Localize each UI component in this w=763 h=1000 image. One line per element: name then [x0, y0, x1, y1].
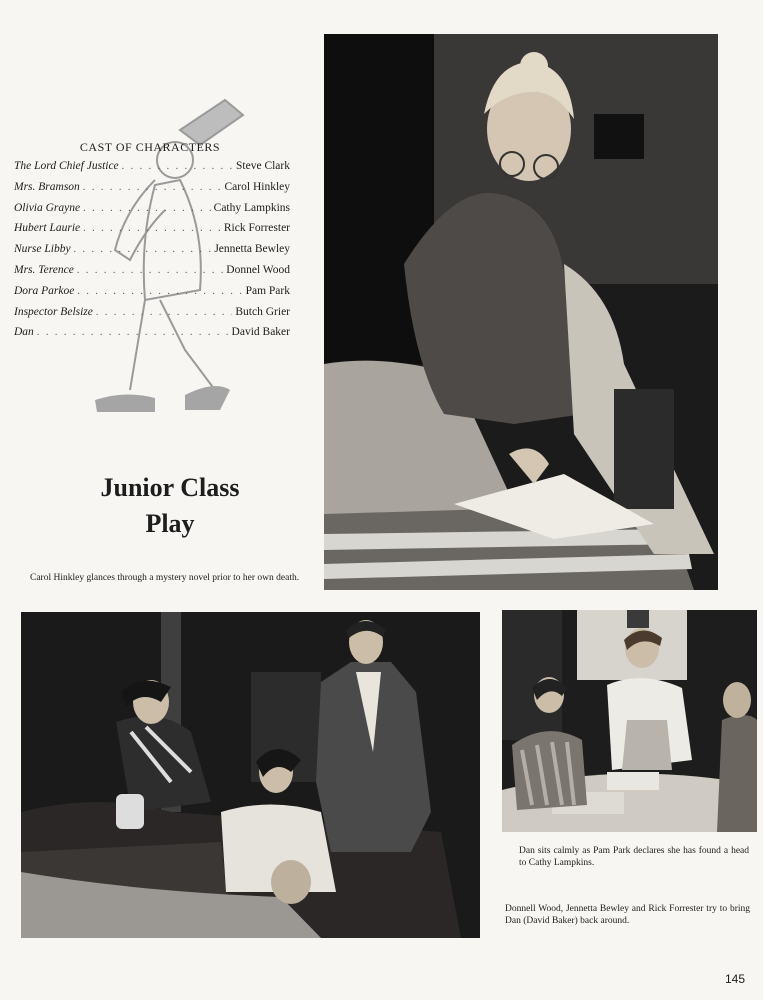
table-scene-photo [502, 610, 757, 832]
cast-row [14, 264, 290, 285]
cast-actor: David Baker [231, 326, 290, 339]
cast-actor: Jennetta Bewley [214, 243, 290, 256]
dot-leader [83, 182, 222, 193]
cast-role: Dora Parkoe [14, 284, 75, 297]
cast-role: The Lord Chief Justice [14, 160, 119, 172]
cast-row [14, 243, 290, 264]
title-line-1: Junior Class [100, 473, 240, 502]
title-line-2: Play [145, 509, 195, 538]
dot-leader [37, 327, 229, 338]
cast-row [14, 326, 290, 347]
cast-row [14, 306, 290, 327]
group-couch-photo [21, 612, 480, 938]
cast-role: Hubert Laurie [14, 222, 81, 235]
cast-list [14, 160, 290, 347]
cast-actor: Donnel Wood [226, 263, 290, 276]
cast-role: Mrs. Bramson [14, 180, 80, 193]
cast-heading: CAST OF CHARACTERS [79, 140, 221, 154]
dot-leader [77, 286, 242, 297]
cast-row [14, 181, 290, 202]
cast-actor: Butch Grier [235, 305, 290, 318]
cast-role: Dan [14, 326, 34, 339]
dot-leader [96, 307, 233, 318]
caption-left-photo: Donnell Wood, Jennetta Bewley and Rick Forrester try to bring Dan (David Baker) back around. [505, 904, 750, 926]
main-photo [324, 34, 718, 590]
cast-role: Olivia Grayne [14, 201, 81, 214]
caption-right-photo: Dan sits calmly as Pam Park declares she has found a head to Cathy Lampkins. [519, 846, 749, 868]
cast-row [14, 222, 290, 243]
dot-leader [74, 244, 212, 255]
cast-role: Inspector Belsize [14, 305, 93, 318]
cast-actor: Cathy Lampkins [213, 201, 290, 214]
dot-leader [83, 223, 221, 234]
cast-row [14, 202, 290, 223]
dot-leader [77, 265, 223, 276]
cast-role: Nurse Libby [14, 243, 71, 256]
page-number: 145 [724, 972, 745, 986]
cast-actor: Rick Forrester [223, 222, 290, 235]
caption-main-photo: Carol Hinkley glances through a mystery novel prior to her own death. [30, 573, 300, 583]
page-title [60, 470, 280, 542]
cast-actor: Steve Clark [236, 160, 290, 172]
cast-actor: Pam Park [245, 284, 290, 297]
cast-row [14, 160, 290, 181]
dot-leader [122, 161, 233, 172]
cast-role: Mrs. Terence [14, 263, 74, 276]
cast-actor: Carol Hinkley [224, 180, 290, 193]
dot-leader [83, 203, 211, 214]
cast-row [14, 285, 290, 306]
